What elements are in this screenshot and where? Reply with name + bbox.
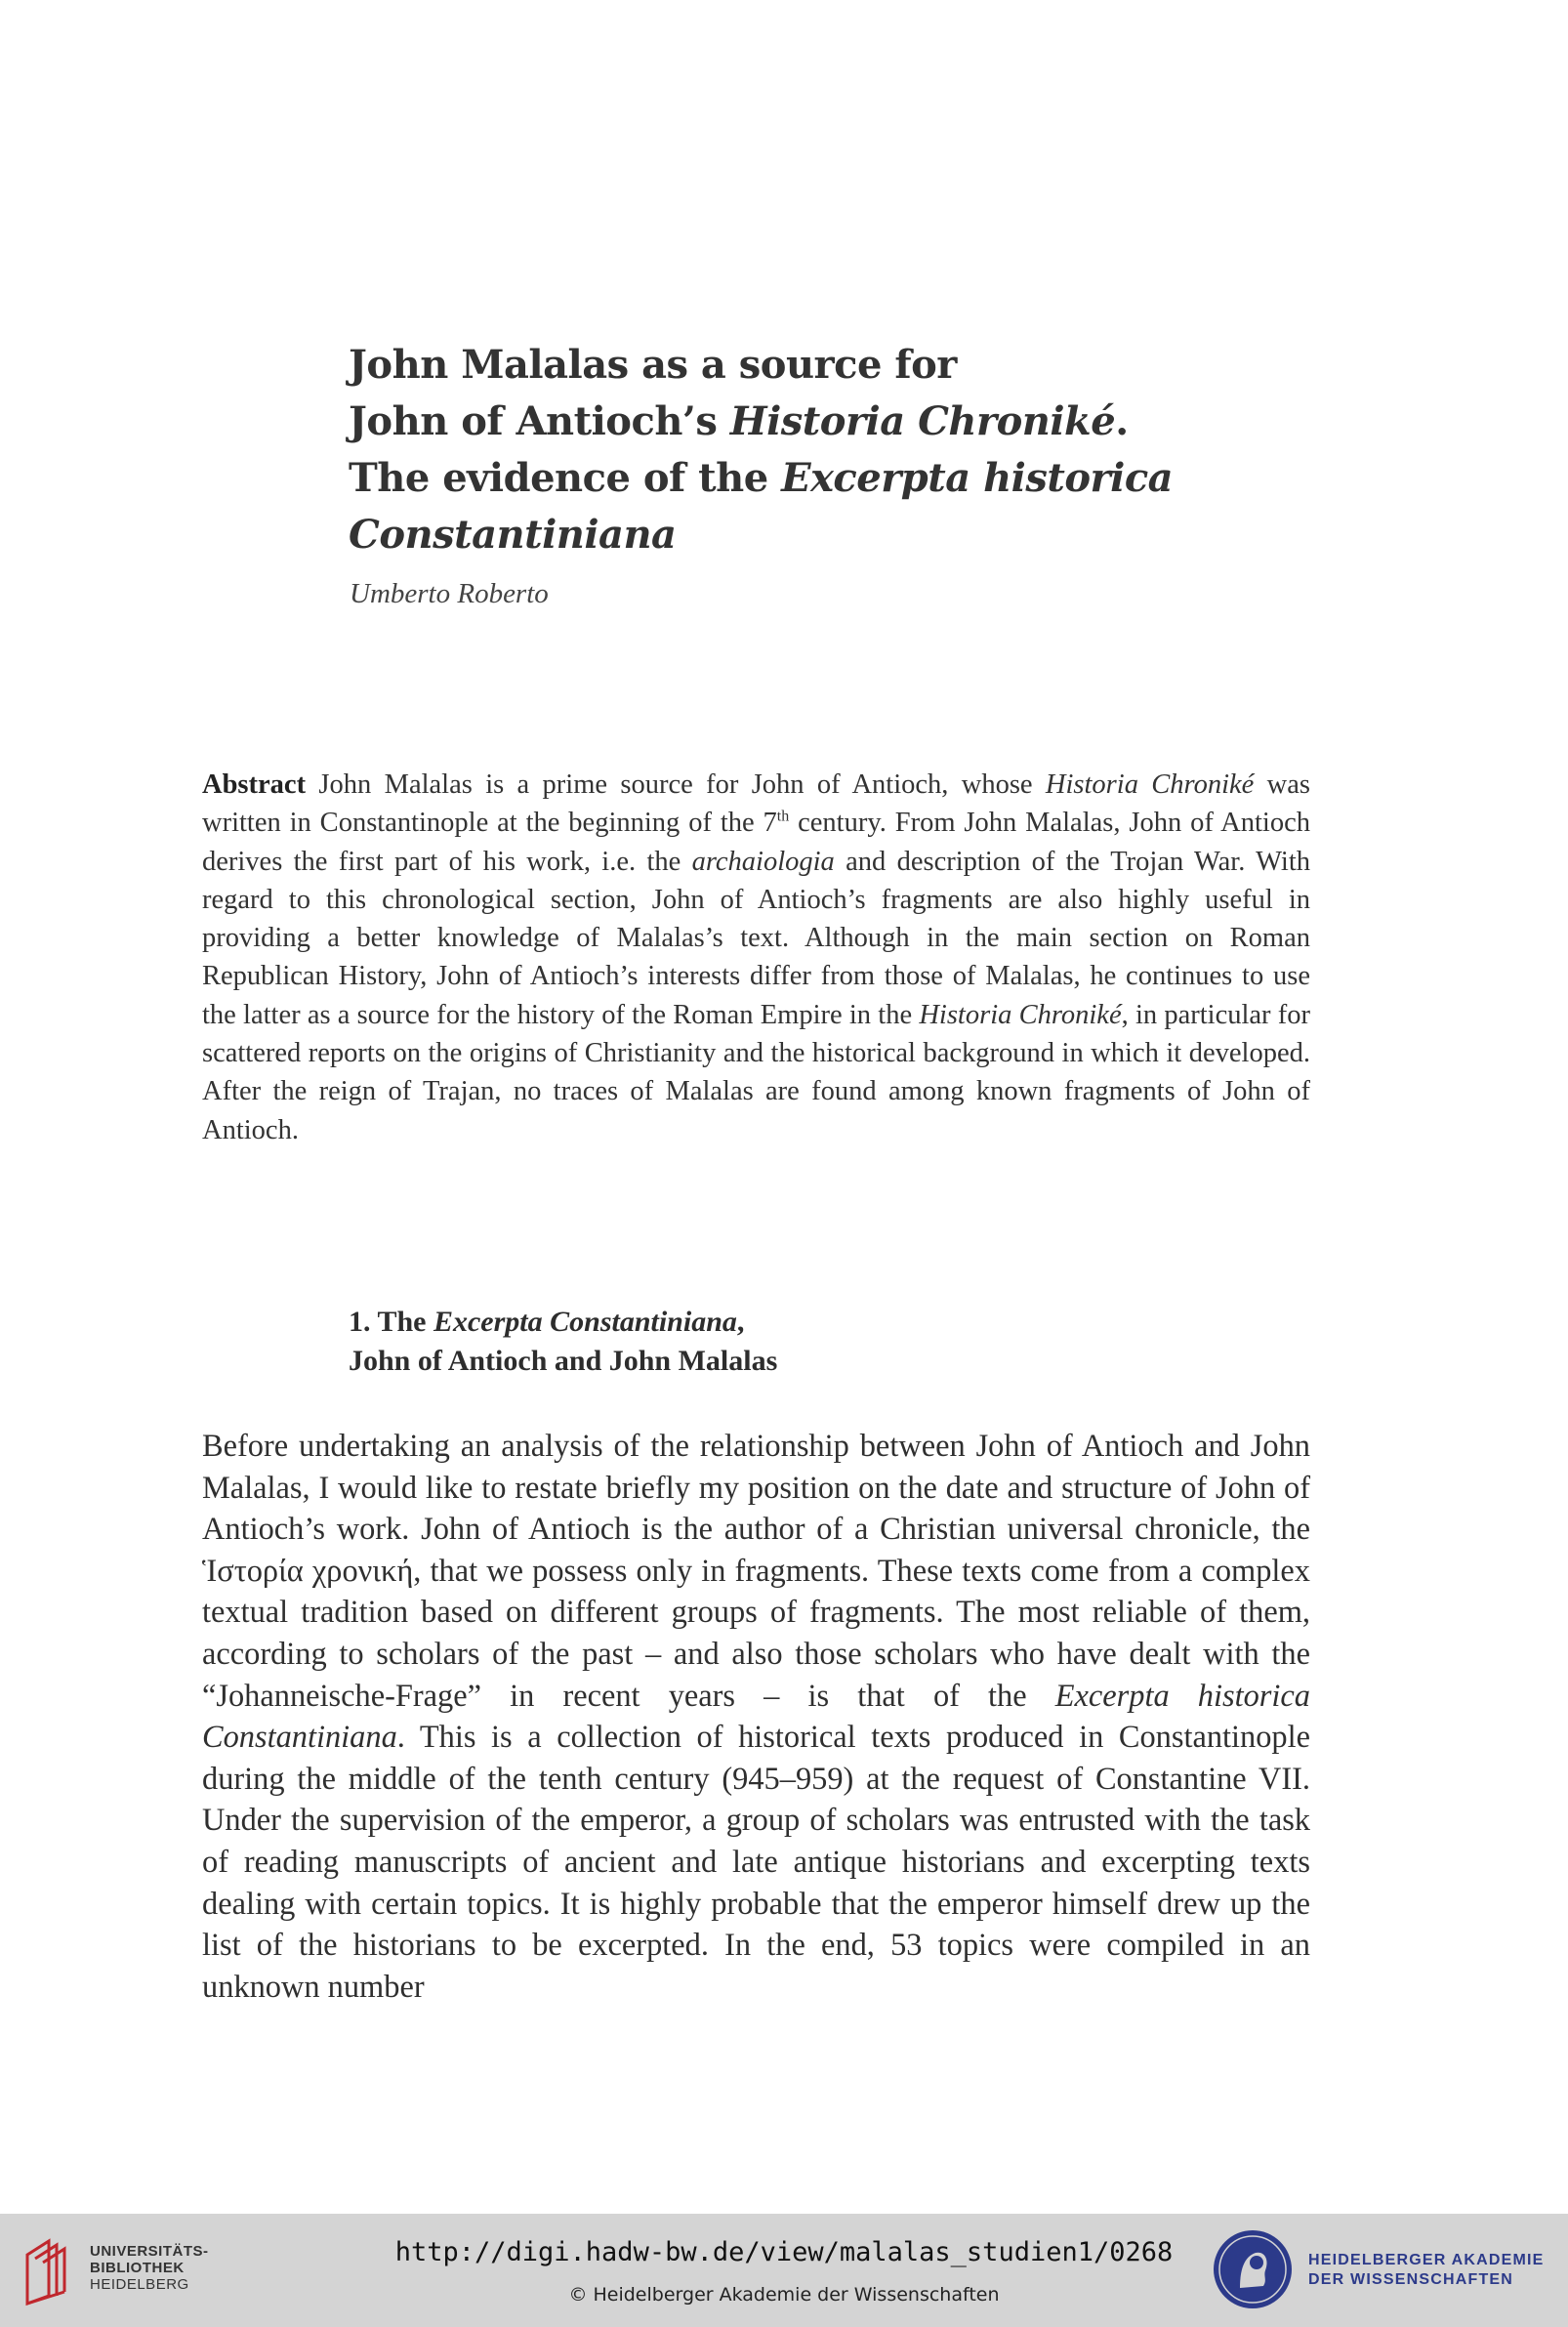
section-heading bbox=[349, 1303, 777, 1381]
title-line-4: Constantiniana bbox=[349, 512, 677, 558]
title-line-1: John Malalas as a source for bbox=[349, 342, 957, 388]
copyright-notice: © Heidelberger Akademie der Wissenschaften bbox=[568, 2284, 1000, 2306]
section-heading-line-2: John of Antioch and John Malalas bbox=[349, 1345, 778, 1377]
abstract-label: Abstract bbox=[202, 769, 307, 800]
footer-bar bbox=[0, 2214, 1568, 2327]
author-name: Umberto Roberto bbox=[350, 578, 549, 609]
abstract: Abstract John Malalas is a prime source for John of Antioch, whose Historia Chroniké was written in Constantinople at the beginning of the 7th century. From John Malalas, John of Antioch derives the first part of his work, i.e. the archaiologia and description of the Trojan War. With regard to this chronological section, John of Antioch’s fragments are also highly useful in providing a better knowledge of Malalas’s text. Although in the main section on Roman Republican History, John of Antioch’s interests differ from those of Malalas, he continues to use the latter as a source for the history of the Roman Empire in the Historia Chroniké, in particular for scattered reports on the origins of Christianity and the historical background in which it developed. After the reign of Trajan, no traces of Malalas are found among known fragments of John of Antioch. bbox=[202, 769, 1311, 1145]
page-url-link[interactable]: http://digi.hadw-bw.de/view/malalas_studien1/0268 bbox=[394, 2237, 1174, 2267]
title-line-3: The evidence of the Excerpta historica bbox=[349, 455, 1174, 501]
academy-name: HEIDELBERGER AKADEMIE DER WISSENSCHAFTEN bbox=[1308, 2252, 1545, 2288]
academy-seal-icon bbox=[1211, 2227, 1295, 2311]
body-paragraph: Before undertaking an analysis of the relationship between John of Antioch and John Malalas, I would like to restate briefly my position on the date and structure of John of Antioch’s work. John of Antioch is the author of a Christian universal chronicle, the Ἱστορία χρονική, that we possess only in fragments. These texts come from a complex textual tradition based on different groups of fragments. The most reliable of them, according to scholars of the past – and also those scholars who have dealt with the “Johanneische-Frage” in recent years – is that of the Excerpta historica Constantiniana. This is a collection of historical texts produced in Constantinople during the middle of the tenth century (945–959) at the request of Constantine VII. Under the supervision of the emperor, a group of scholars was entrusted with the task of reading manuscripts of ancient and late antique historians and excerpting texts dealing with certain topics. It is highly probable that the emperor himself drew up the list of the historians to be excerpted. In the end, 53 topics were compiled in an unknown number bbox=[202, 1429, 1310, 2005]
title-line-2: John of Antioch’s Historia Chroniké. bbox=[349, 398, 1129, 444]
article-title bbox=[349, 337, 1227, 563]
university-library-name: UNIVERSITÄTS- BIBLIOTHEK HEIDELBERG bbox=[90, 2243, 209, 2293]
section-heading-line-1: 1. The Excerpta Constantiniana, bbox=[349, 1306, 745, 1338]
